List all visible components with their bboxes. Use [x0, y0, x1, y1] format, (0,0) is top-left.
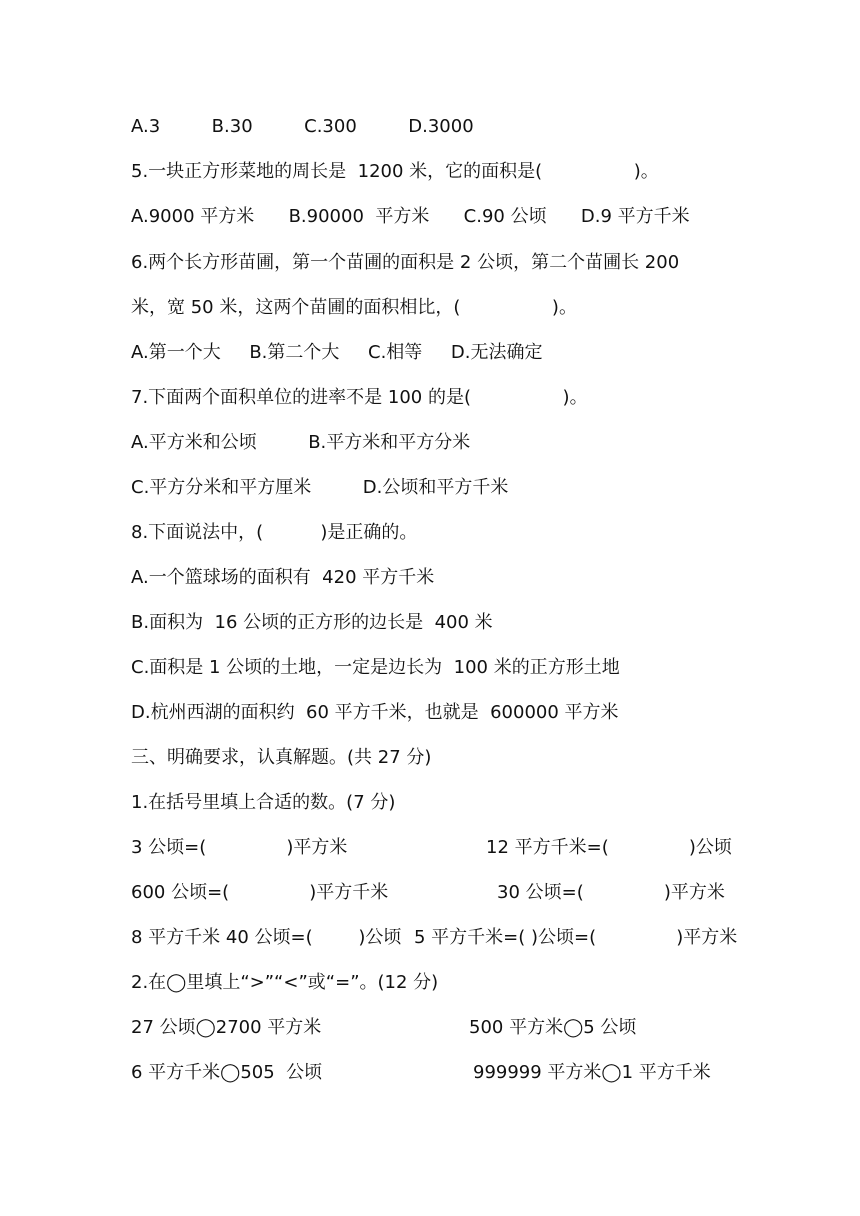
q6-stem-line-2: 米，宽 50 米，这两个苗圃的面积相比，( )。 [131, 297, 577, 318]
q7-options-line-1: A.平方米和公顷 B.平方米和平方分米 [131, 432, 471, 453]
fill-row-2-right: 30 公顷=( )平方米 [497, 882, 725, 903]
compare-row-2-left: 6 平方千米◯505 公顷 [131, 1062, 323, 1083]
q7-stem: 7.下面两个面积单位的进率不是 100 的是( )。 [131, 387, 588, 408]
q8-option-c: C.面积是 1 公顷的土地，一定是边长为 100 米的正方形土地 [131, 657, 620, 678]
section-3-title: 三、明确要求，认真解题。(共 27 分) [131, 747, 432, 768]
q5-stem: 5.一块正方形菜地的周长是 1200 米，它的面积是( )。 [131, 161, 659, 182]
compare-row-1-right: 500 平方米◯5 公顷 [469, 1017, 637, 1038]
s3-q2-stem: 2.在◯里填上“>”“<”或“=”。(12 分) [131, 972, 439, 993]
fill-row-2-left: 600 公顷=( )平方千米 [131, 882, 389, 903]
fill-row-1-left: 3 公顷=( )平方米 [131, 837, 348, 858]
fill-row-3-right: 5 平方千米=( )公顷=( )平方米 [414, 927, 738, 948]
q4-options: A.3 B.30 C.300 D.3000 [131, 116, 474, 137]
q7-options-line-2: C.平方分米和平方厘米 D.公顷和平方千米 [131, 477, 509, 498]
compare-row-2-right: 999999 平方米◯1 平方千米 [473, 1062, 711, 1083]
q8-option-a: A.一个篮球场的面积有 420 平方千米 [131, 567, 435, 588]
q8-stem: 8.下面说法中，( )是正确的。 [131, 522, 418, 543]
s3-q1-stem: 1.在括号里填上合适的数。(7 分) [131, 792, 396, 813]
q6-stem-line-1: 6.两个长方形苗圃，第一个苗圃的面积是 2 公顷，第二个苗圃长 200 [131, 252, 680, 273]
q6-options: A.第一个大 B.第二个大 C.相等 D.无法确定 [131, 342, 543, 363]
q8-option-b: B.面积为 16 公顷的正方形的边长是 400 米 [131, 612, 493, 633]
compare-row-1-left: 27 公顷◯2700 平方米 [131, 1017, 322, 1038]
fill-row-1-right: 12 平方千米=( )公顷 [486, 837, 732, 858]
fill-row-3-left: 8 平方千米 40 公顷=( )公顷 [131, 927, 402, 948]
q8-option-d: D.杭州西湖的面积约 60 平方千米，也就是 600000 平方米 [131, 702, 619, 723]
q5-options: A.9000 平方米 B.90000 平方米 C.90 公顷 D.9 平方千米 [131, 206, 690, 227]
